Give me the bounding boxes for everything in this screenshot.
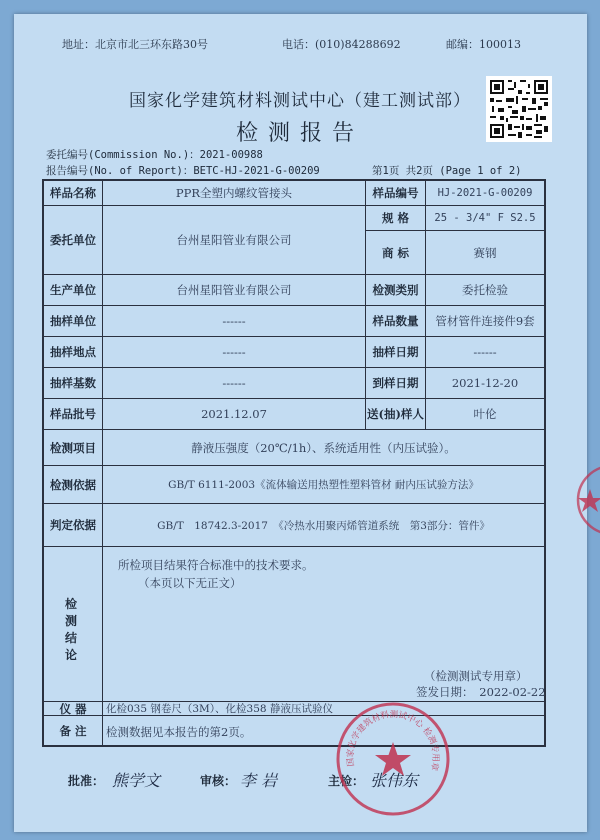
sampling-base-value: ------: [222, 376, 246, 390]
phone-text: 电话：(010)84288692: [282, 38, 401, 51]
institution-title: 国家化学建筑材料测试中心（建工测试部）: [129, 91, 471, 111]
qr-code-icon: [486, 76, 552, 142]
arrival-date-label: 到样日期: [372, 376, 419, 390]
address-text: 地址：北京市北三环东路30号: [62, 38, 208, 51]
report-number: 报告编号(No. of Report)：BETC-HJ-2021-G-00209: [46, 165, 320, 177]
category-label: 检测类别: [372, 283, 419, 297]
approve-signature: 熊学文: [112, 771, 161, 790]
postcode-text: 邮编：100013: [446, 38, 521, 51]
issue-date: 签发日期： 2022-02-22: [416, 685, 546, 699]
conclusion-text: 所检项目结果符合标准中的技术要求。: [118, 558, 314, 572]
items-value: 静液压强度（20℃/1h）、系统适用性（内压试验）。: [191, 440, 456, 455]
items-label: 检测项目: [50, 440, 96, 455]
basis-label: 检测依据: [50, 477, 96, 492]
review-label: 审核：: [200, 774, 237, 788]
commission-number: 委托编号(Commission No.)：2021-00988: [46, 149, 263, 161]
remarks-label: 备 注: [59, 723, 87, 738]
sender-label: 送(抽)样人: [367, 407, 424, 421]
sender-value: 叶伦: [473, 407, 497, 421]
sampling-unit-label: 抽样单位: [50, 314, 96, 328]
sample-no-value: HJ-2021-G-00209: [437, 186, 533, 199]
conclusion-label-char: 结: [64, 631, 77, 645]
sample-no-label: 样品编号: [372, 185, 419, 200]
page-indicator: 第1页 共2页 (Page 1 of 2): [372, 165, 522, 177]
quantity-value: 管材管件连接件9套: [435, 314, 535, 328]
row-divider: [42, 546, 546, 547]
sampling-base-label: 抽样基数: [50, 376, 96, 390]
batch-value: 2021.12.07: [201, 407, 267, 421]
conclusion-label-char: 检: [64, 597, 77, 611]
report-title: 检测报告: [235, 121, 364, 146]
test-signature: 张伟东: [370, 771, 419, 790]
sampling-unit-value: ------: [222, 314, 246, 328]
conclusion-label-char: 测: [64, 614, 77, 628]
quantity-label: 样品数量: [372, 314, 419, 328]
sample-name-value: PPR全塑内螺纹管接头: [175, 185, 293, 200]
batch-label: 样品批号: [50, 407, 96, 421]
official-seal-icon: [334, 700, 452, 818]
approve-label: 批准：: [68, 774, 105, 788]
arrival-date-value: 2021-12-20: [451, 376, 519, 390]
category-value: 委托检验: [462, 283, 508, 297]
conclusion-note: （本页以下无正文）: [138, 576, 242, 590]
sampling-place-value: ------: [222, 345, 246, 359]
producer-label: 生产单位: [50, 283, 96, 297]
brand-value: 赛钢: [473, 245, 497, 260]
sampling-place-label: 抽样地点: [50, 345, 96, 359]
sampling-date-value: ------: [473, 345, 497, 359]
instrument-label: 仪 器: [59, 701, 87, 716]
sampling-date-label: 抽样日期: [372, 345, 419, 359]
producer-value: 台州星阳管业有限公司: [176, 283, 292, 297]
instrument-value: 化检035 钢卷尺（3M）、化检358 静液压试验仪: [106, 703, 333, 715]
basis-value: GB/T 6111-2003《流体输送用热塑性塑料管材 耐内压试验方法》: [168, 479, 479, 491]
client-label: 委托单位: [50, 233, 96, 247]
sample-name-label: 样品名称: [50, 185, 96, 200]
test-label: 主检：: [328, 774, 365, 788]
spec-value: 25 - 3/4" F S2.5: [434, 212, 536, 224]
remarks-value: 检测数据见本报告的第2页。: [106, 725, 252, 739]
judgement-value: GB/T 18742.3-2017 《冷热水用聚丙烯管道系统 第3部分：管件》: [157, 519, 490, 532]
conclusion-label-char: 论: [64, 648, 77, 662]
seal-caption: （检测测试专用章）: [424, 669, 528, 683]
client-value: 台州星阳管业有限公司: [176, 233, 292, 247]
judgement-label: 判定依据: [50, 518, 96, 532]
page-seal-icon: [574, 455, 600, 545]
review-signature: 李 岩: [240, 771, 278, 790]
spec-label: 规 格: [381, 211, 409, 225]
brand-label: 商 标: [381, 245, 409, 260]
seal-text: 国家化学建筑材料测试中心 检测专用章: [345, 710, 441, 772]
